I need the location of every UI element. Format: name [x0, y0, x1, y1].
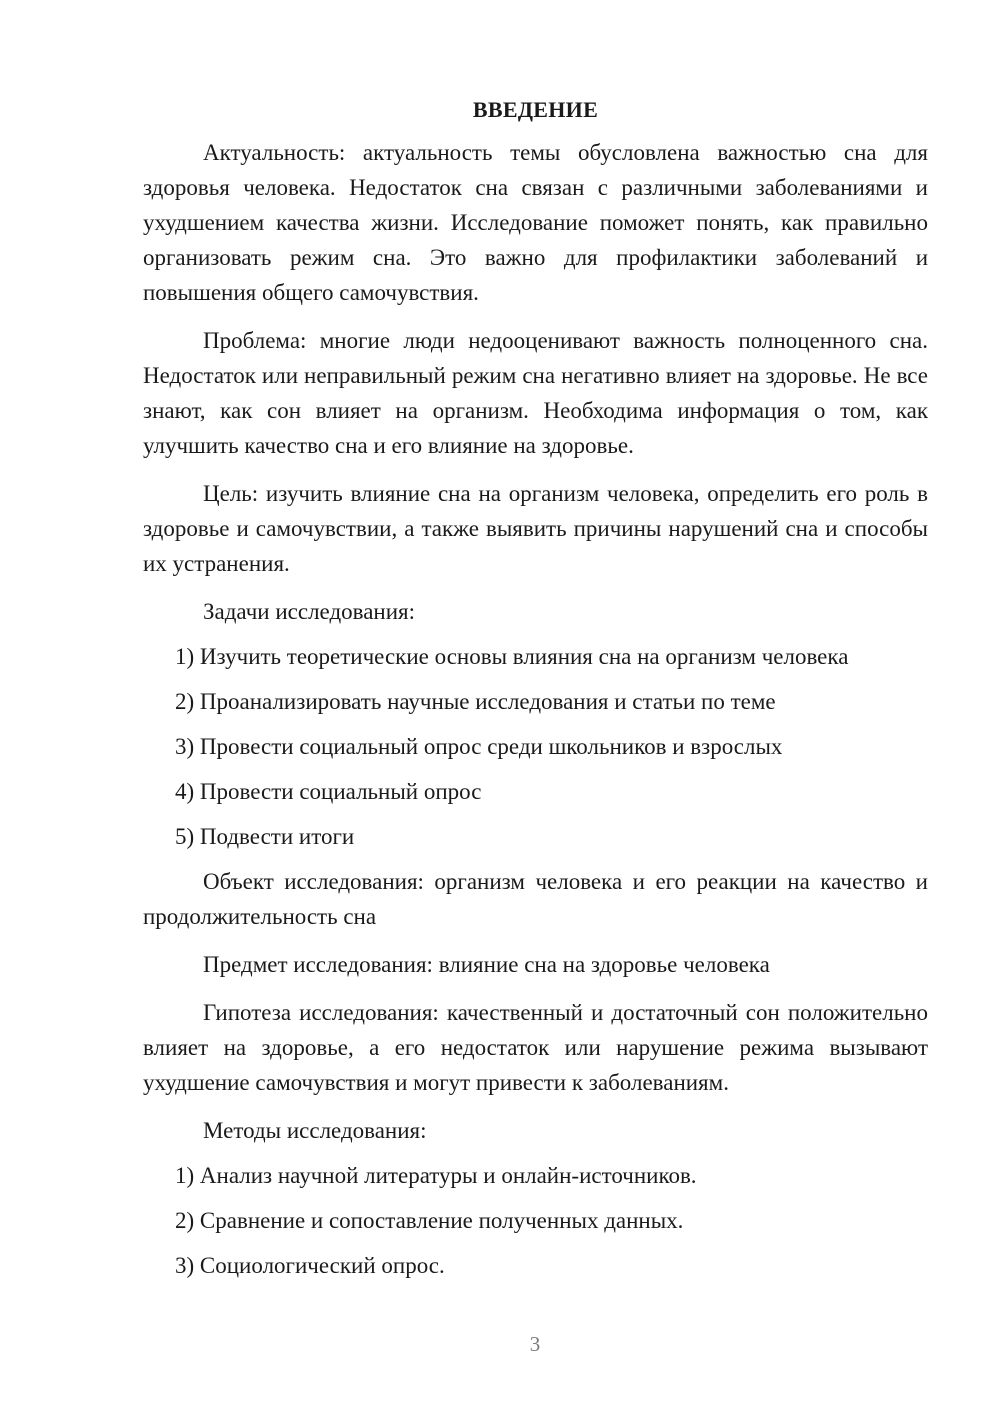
list-item: 5) Подвести итоги [175, 824, 355, 849]
relevance-paragraph: Актуальность: актуальность темы обусловлена важностью сна для здоровья человека. Недостаток сна связан с различными заболеваниями и ухудшением качества жизни. Исследование поможет понять, как правильно организовать режим сна. Это важно для профилактики заболеваний и повышения общего самочувствия. [143, 140, 928, 305]
list-item: 3) Социологический опрос. [175, 1253, 445, 1278]
list-item: 1) Изучить теоретические основы влияния сна на организм человека [175, 644, 849, 669]
list-item: 4) Провести социальный опрос [175, 779, 482, 804]
list-item: 3) Провести социальный опрос среди школьников и взрослых [175, 734, 783, 759]
problem-paragraph: Проблема: многие люди недооценивают важность полноценного сна. Недостаток или неправильный режим сна негативно влияет на здоровье. Не все знают, как сон влияет на организм. Необходима информация о том, как улучшить качество сна и его влияние на здоровье. [143, 328, 928, 458]
methods-list [143, 1158, 928, 1283]
list-item: 1) Анализ научной литературы и онлайн-источников. [175, 1163, 697, 1188]
tasks-label: Задачи исследования: [203, 599, 416, 624]
section-title: ВВЕДЕНИЕ [472, 97, 599, 122]
list-item: 2) Сравнение и сопоставление полученных данных. [175, 1208, 684, 1233]
tasks-list [143, 639, 928, 854]
methods-label: Методы исследования: [203, 1118, 427, 1143]
hypothesis-paragraph: Гипотеза исследования: качественный и достаточный сон положительно влияет на здоровье, а его недостаток или нарушение режима вызывают ухудшение самочувствия и могут привести к заболеваниям. [143, 1000, 928, 1095]
object-paragraph: Объект исследования: организм человека и его реакции на качество и продолжительность сна [143, 869, 928, 929]
page-number: 3 [529, 1332, 541, 1356]
list-item: 2) Проанализировать научные исследования и статьи по теме [175, 689, 776, 714]
page-content [143, 92, 928, 1293]
subject-paragraph: Предмет исследования: влияние сна на здоровье человека [203, 952, 770, 977]
goal-paragraph: Цель: изучить влияние сна на организм человека, определить его роль в здоровье и самочувствии, а также выявить причины нарушений сна и способы их устранения. [143, 481, 928, 576]
